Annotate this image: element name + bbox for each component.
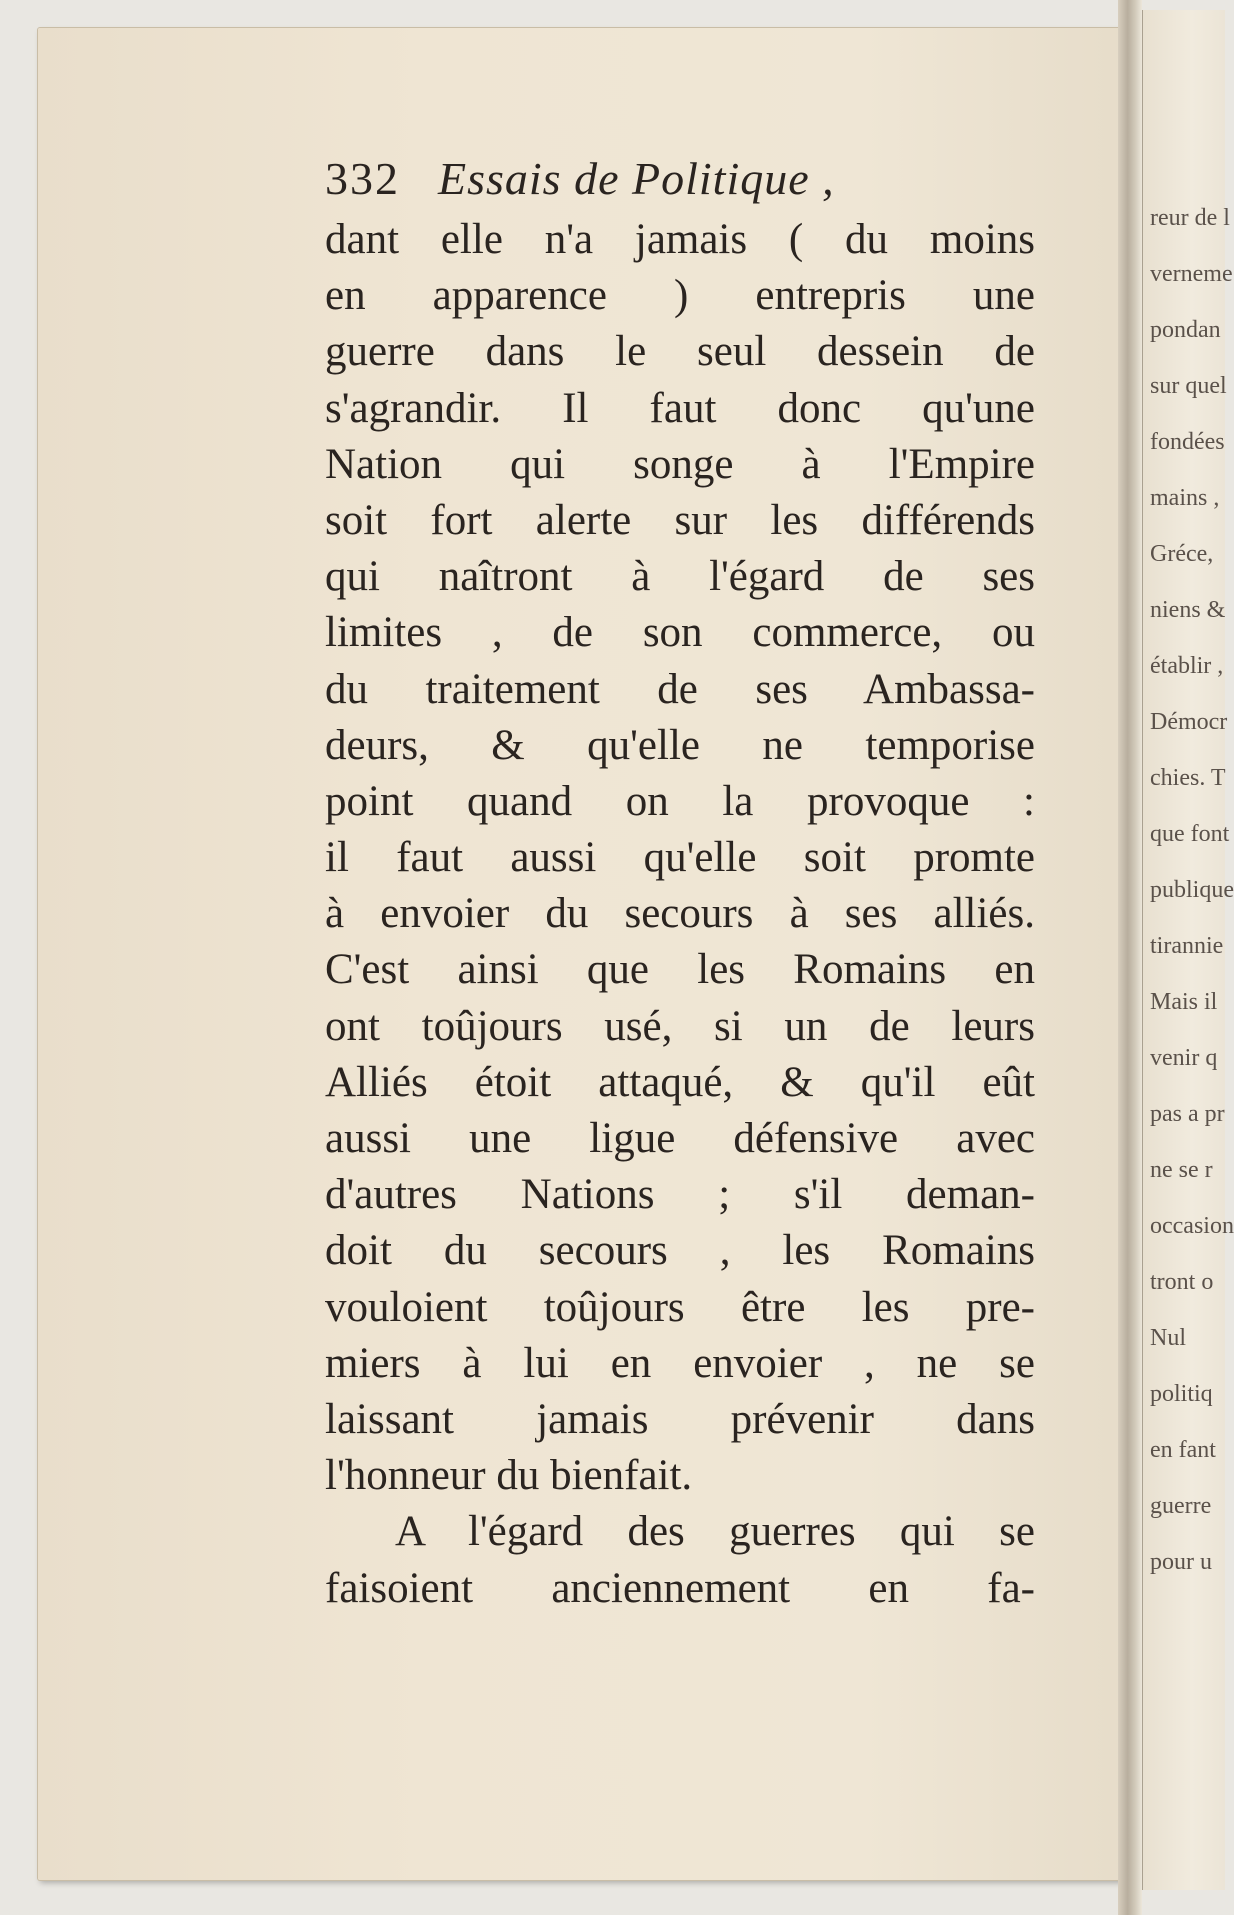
text-line: vouloient toûjours être les pre- [325, 1283, 1035, 1331]
text-line: point quand on la provoque : [325, 777, 1035, 825]
facing-line: fondées [1150, 429, 1225, 455]
facing-line: Démocr [1150, 709, 1228, 735]
facing-line: Nul [1150, 1325, 1186, 1351]
facing-line: guerre [1150, 1493, 1212, 1519]
facing-line: que font [1150, 821, 1230, 847]
text-line: guerre dans le seul dessein de [325, 328, 1035, 376]
page-text [325, 150, 1035, 1617]
text-line: C'est ainsi que les Romains en [325, 946, 1035, 994]
facing-line: occasion [1150, 1213, 1234, 1239]
text-line-paragraph-start: A l'égard des guerres qui se [395, 1508, 1035, 1556]
facing-line: tirannie [1150, 933, 1224, 959]
facing-line: venir q [1150, 1045, 1218, 1071]
page-number: 332 [325, 153, 400, 204]
text-line: faisoient anciennement en fa- [325, 1564, 1035, 1612]
text-line: du traitement de ses Ambassa- [325, 665, 1035, 713]
book-gutter [1118, 0, 1142, 1915]
text-line: miers à lui en envoier , ne se [325, 1339, 1035, 1387]
text-line: aussi une ligue défensive avec [325, 1115, 1035, 1162]
facing-line: politiq [1150, 1381, 1213, 1407]
running-title: Essais de Politique , [438, 153, 835, 204]
facing-line: pour u [1150, 1549, 1212, 1575]
text-line: Alliés étoit attaqué, & qu'il eût [325, 1058, 1035, 1106]
facing-line: verneme [1150, 261, 1233, 287]
text-line: s'agrandir. Il faut donc qu'une [325, 384, 1035, 432]
facing-line: pondan [1150, 317, 1221, 343]
text-line: ont toûjours usé, si un de leurs [325, 1002, 1035, 1050]
facing-line: établir , [1150, 653, 1224, 679]
text-line: Nation qui songe à l'Empire [325, 440, 1035, 488]
facing-line: mains , [1150, 485, 1220, 511]
facing-line: reur de l [1150, 205, 1230, 231]
facing-line: Mais il [1150, 989, 1218, 1015]
text-line: laissant jamais prévenir dans [325, 1395, 1035, 1443]
facing-line: pas a pr [1150, 1101, 1225, 1127]
text-line: soit fort alerte sur les différends [325, 496, 1035, 544]
facing-line: sur quel [1150, 373, 1227, 399]
facing-page-text [1150, 190, 1234, 1590]
facing-line: Gréce, [1150, 541, 1214, 567]
text-line: doit du secours , les Romains [325, 1227, 1035, 1275]
text-line: limites , de son commerce, ou [325, 609, 1035, 657]
facing-line: chies. T [1150, 765, 1226, 791]
text-line: deurs, & qu'elle ne temporise [325, 721, 1035, 769]
facing-line: ne se r [1150, 1157, 1213, 1183]
text-line: en apparence ) entrepris une [325, 272, 1035, 320]
facing-line: en fant [1150, 1437, 1216, 1463]
facing-line: niens & [1150, 597, 1226, 623]
text-line: dant elle n'a jamais ( du moins [325, 216, 1035, 263]
text-line: à envoier du secours à ses alliés. [325, 890, 1035, 938]
text-line: qui naîtront à l'égard de ses [325, 553, 1035, 601]
text-line-paragraph-end: l'honneur du bienfait. [325, 1452, 693, 1500]
facing-line: publique [1150, 877, 1234, 903]
facing-line: tront o [1150, 1269, 1214, 1295]
text-line: il faut aussi qu'elle soit promte [325, 834, 1035, 882]
text-line: d'autres Nations ; s'il deman- [325, 1171, 1035, 1219]
running-head [325, 150, 1035, 212]
